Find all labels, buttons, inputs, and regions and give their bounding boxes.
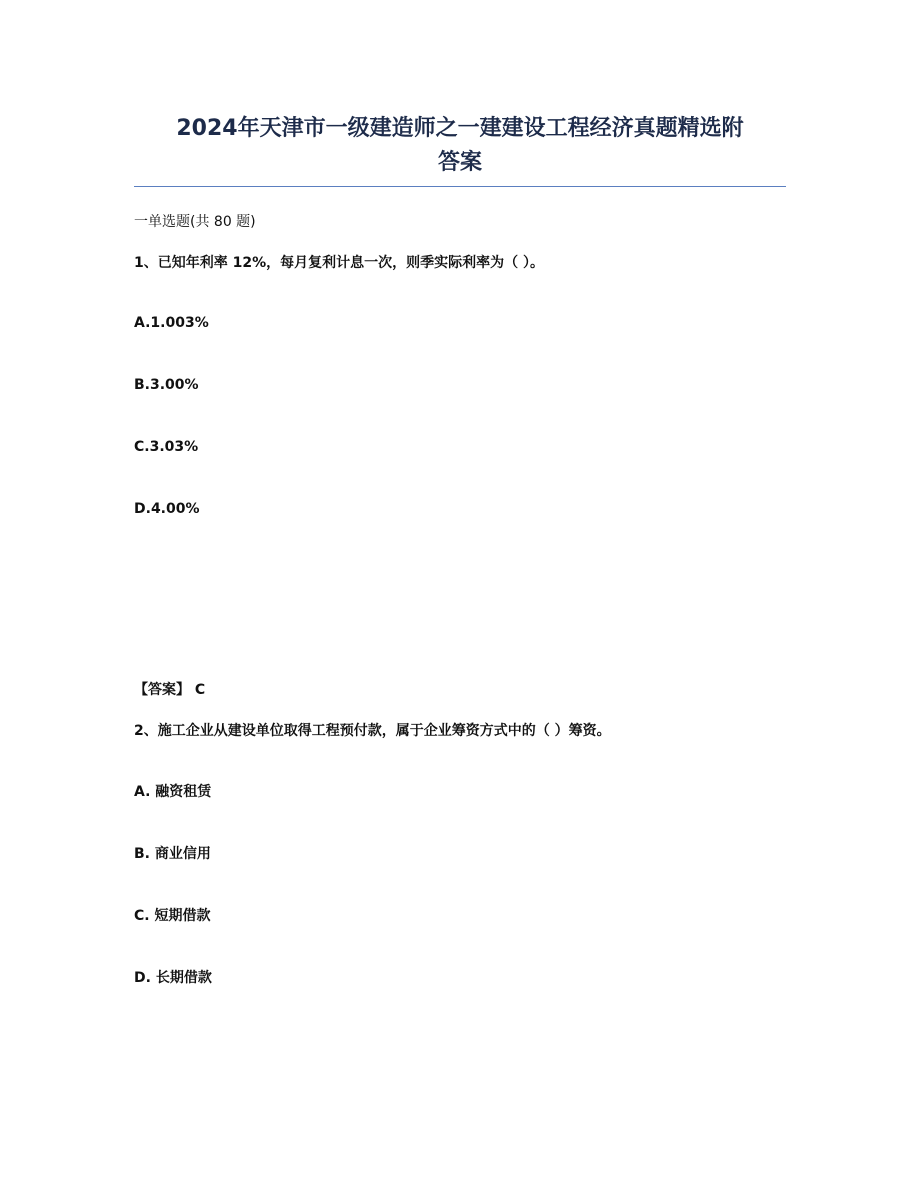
- title-divider: [134, 186, 786, 187]
- question-2-stem: 2、施工企业从建设单位取得工程预付款，属于企业筹资方式中的（ ）筹资。: [134, 723, 611, 739]
- question-1-answer: 【答案】 C: [134, 682, 206, 698]
- document-title-line-2: 答案: [437, 150, 482, 175]
- document-title: [134, 112, 786, 180]
- question-1-option-b: B.3.00%: [134, 377, 199, 393]
- question-2-option-d: D. 长期借款: [134, 970, 212, 986]
- question-1-option-d: D.4.00%: [134, 501, 200, 517]
- section-heading: 一单选题(共 80 题): [134, 214, 256, 230]
- document-title-line-1: 2024年天津市一级建造师之一建建设工程经济真题精选附: [176, 116, 744, 141]
- question-2-option-b: B. 商业信用: [134, 846, 211, 862]
- question-1-stem: 1、已知年利率 12%，每月复利计息一次，则季实际利率为（ ）。: [134, 255, 544, 271]
- question-1-option-a: A.1.003%: [134, 315, 209, 331]
- question-1-option-c: C.3.03%: [134, 439, 199, 455]
- question-2-option-a: A. 融资租赁: [134, 784, 212, 800]
- question-2-option-c: C. 短期借款: [134, 908, 211, 924]
